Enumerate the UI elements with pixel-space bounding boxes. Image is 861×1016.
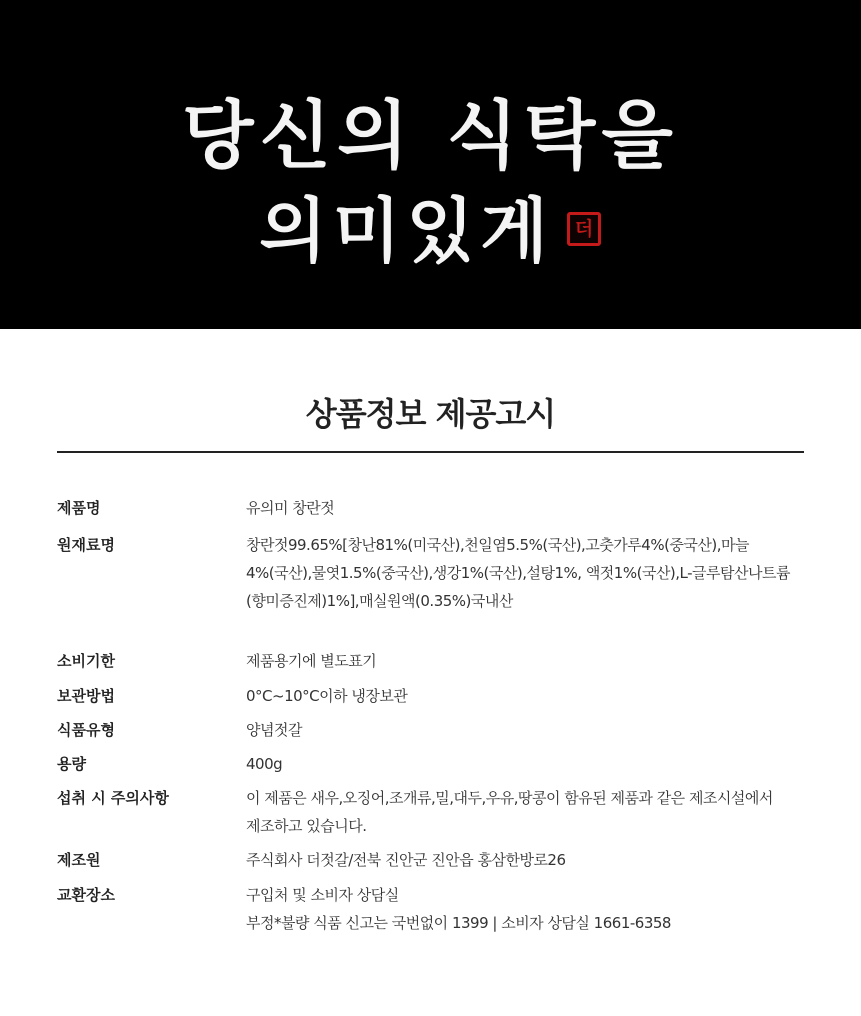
info-row-volume: [57, 750, 804, 784]
banner-slogan-line1: 당신의 식탁을: [182, 93, 679, 179]
caution-line: 이 제품은 새우,오징어,조개류,밀,대두,우유,땅콩이 함유된 제품과 같은 제조시설에서: [246, 789, 773, 807]
page-title: 상품정보 제공고시: [305, 395, 556, 433]
info-row-caution: [57, 784, 804, 846]
info-row-ingredients: [57, 531, 804, 647]
expiry-label: 소비기한: [57, 652, 115, 670]
ingredients-line: 창란젓99.65%[창난81%(미국산),천일염5.5%(국산),고춧가루4%(중국산),마늘: [246, 536, 749, 554]
title-divider: [57, 451, 804, 453]
info-row-storage: [57, 682, 804, 716]
food-type-value: 양념젓갈: [246, 721, 302, 739]
food-type-label: 식품유형: [57, 721, 115, 739]
info-row-manufacturer: [57, 846, 804, 881]
ingredients-value: [246, 531, 804, 647]
exchange-value: [246, 881, 804, 941]
red-seal-stamp: 더: [567, 212, 601, 246]
ingredients-line: (향미증진제)1%],매실원액(0.35%)국내산: [246, 592, 513, 610]
caution-value: [246, 784, 804, 846]
storage-value: 0°C~10°C이하 냉장보관: [246, 687, 408, 705]
exchange-label: 교환장소: [57, 886, 115, 904]
exchange-line: 부정*불량 식품 신고는 국번없이 1399 | 소비자 상담실 1661-6358: [246, 914, 671, 932]
info-row-exchange: [57, 881, 804, 941]
volume-label: 용량: [57, 755, 86, 773]
info-row-expiry: [57, 647, 804, 682]
product-name-label: 제품명: [57, 499, 101, 517]
storage-label: 보관방법: [57, 687, 115, 705]
caution-label: 섭취 시 주의사항: [57, 789, 169, 807]
volume-value: 400g: [246, 755, 283, 773]
hero-banner: [0, 0, 861, 329]
manufacturer-label: 제조원: [57, 851, 101, 869]
caution-line: 제조하고 있습니다.: [246, 817, 367, 835]
info-row-food-type: [57, 716, 804, 750]
product-name-value: 유의미 창란젓: [246, 499, 335, 517]
expiry-value: 제품용기에 별도표기: [246, 652, 377, 670]
ingredients-line: 4%(국산),물엿1.5%(중국산),생강1%(국산),설탕1%, 액젓1%(국산),L-글루탐산나트륨: [246, 564, 790, 582]
info-row-product-name: [57, 494, 804, 531]
manufacturer-value: 주식회사 더젓갈/전북 진안군 진안읍 홍삼한방로26: [246, 851, 566, 869]
product-info-table: [57, 494, 804, 941]
ingredients-label: 원재료명: [57, 536, 115, 554]
banner-slogan-line2: 의미있게: [259, 189, 554, 272]
exchange-line: 구입처 및 소비자 상담실: [246, 886, 399, 904]
